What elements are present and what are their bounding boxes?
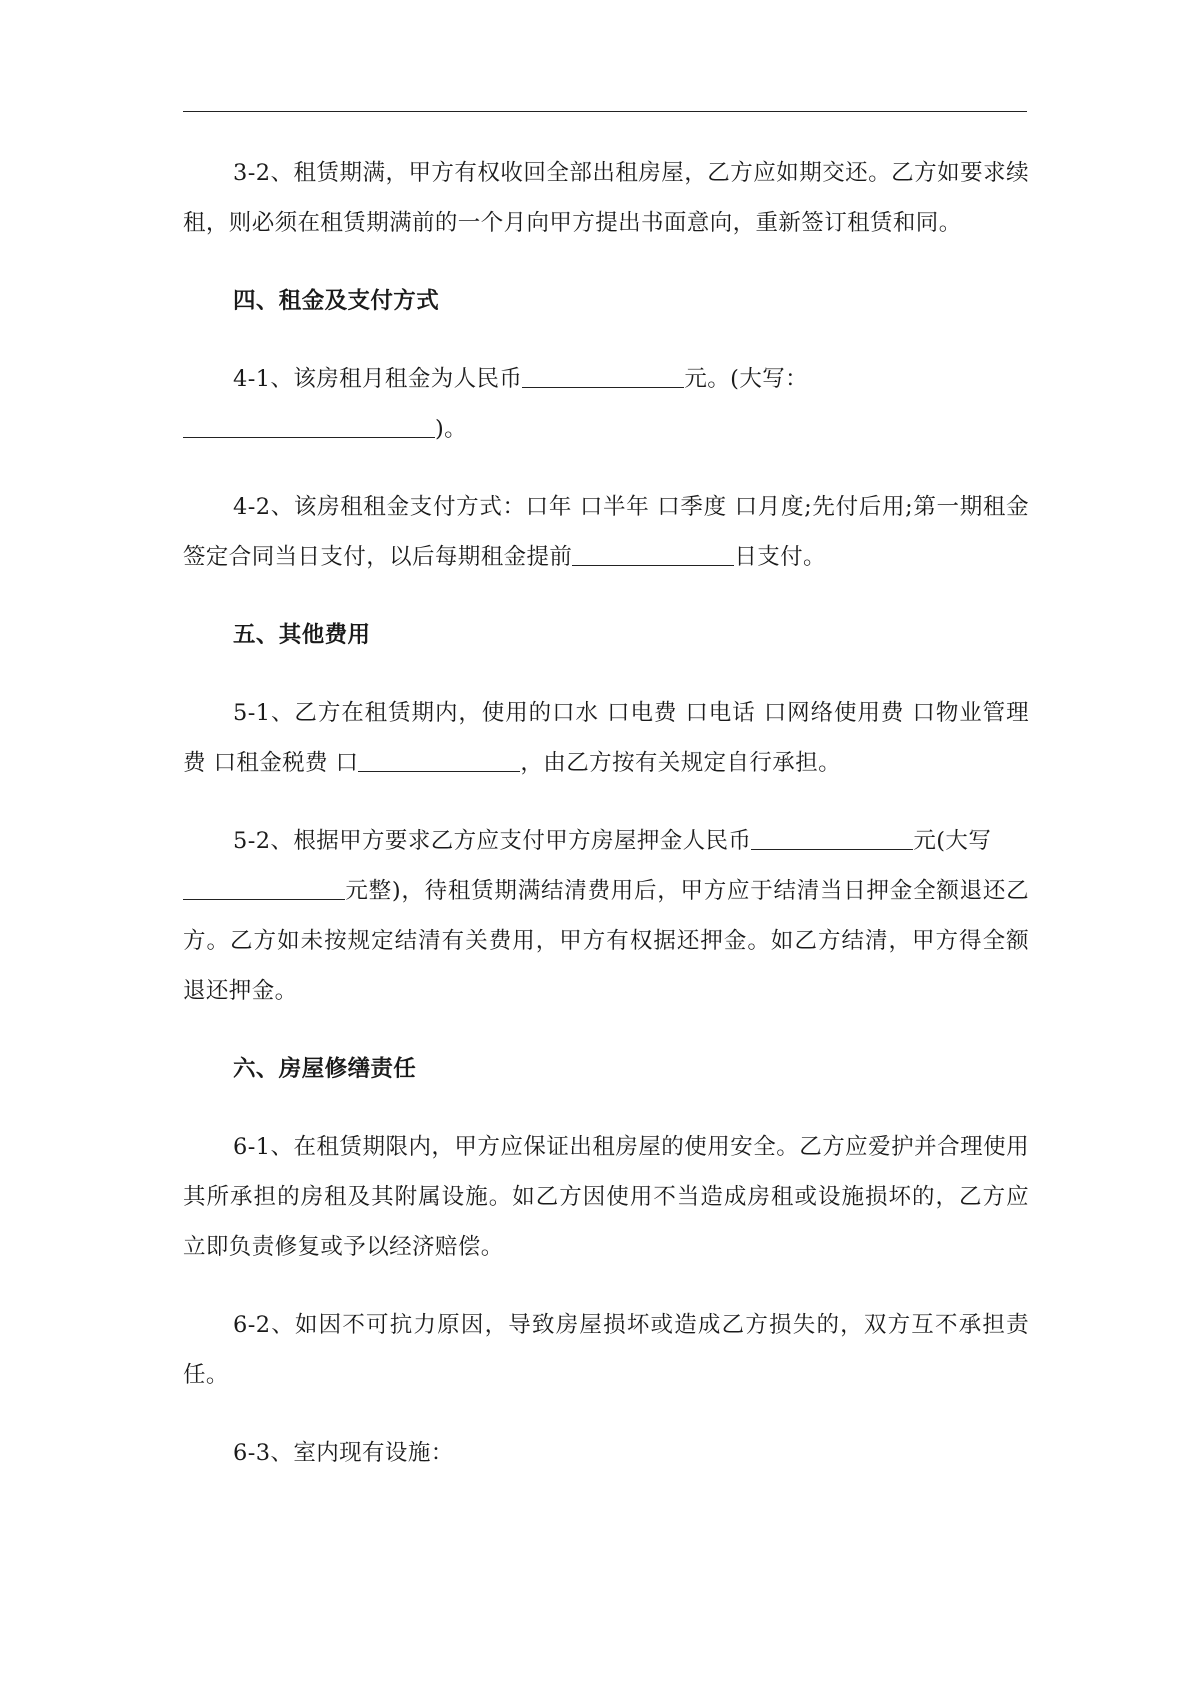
clause-5-1 [183, 688, 1029, 788]
clause-5-2-text-c: 元整)，待租赁期满结清费用后，甲方应于结清当日押金全额退还乙方。乙方如未按规定结清有关费用，甲方有权据还押金。如乙方结清，甲方得全额退还押金。 [183, 878, 1029, 1004]
clause-4-2 [183, 482, 1029, 582]
section-heading-repair-responsibility: 六、房屋修缮责任 [233, 1056, 417, 1082]
other-fee-blank [358, 741, 520, 772]
clause-5-1-text-b: ，由乙方按有关规定自行承担。 [520, 750, 842, 776]
section-heading-rent-payment: 四、租金及支付方式 [233, 288, 440, 314]
clause-5-2-text-a: 5-2、根据甲方要求乙方应支付甲方房屋押金人民币 [233, 828, 752, 854]
clause-3-2: 3-2、租赁期满，甲方有权收回全部出租房屋，乙方应如期交还。乙方如要求续租，则必须在租赁期满前的一个月向甲方提出书面意向，重新签订租赁和同。 [183, 160, 1029, 236]
deposit-uppercase-blank [183, 869, 345, 900]
clause-4-1 [183, 354, 1029, 454]
clause-4-2-text-b: 日支付。 [734, 544, 826, 570]
monthly-rent-uppercase-blank [183, 407, 435, 438]
advance-days-blank [572, 535, 734, 566]
clause-6-1: 6-1、在租赁期限内，甲方应保证出租房屋的使用安全。乙方应爱护并合理使用其所承担的房租及其附属设施。如乙方因使用不当造成房租或设施损坏的，乙方应立即负责修复或予以经济赔偿。 [183, 1134, 1029, 1260]
clause-6-3: 6-3、室内现有设施： [233, 1440, 454, 1466]
clause-5-2-text-b: 元(大写 [913, 828, 992, 854]
section-heading-other-fees: 五、其他费用 [233, 622, 371, 648]
clause-4-2-text-a: 4-2、该房租租金支付方式：口年 口半年 口季度 口月度;先付后用;第一期租金签定合同当日支付，以后每期租金提前 [183, 494, 1029, 570]
clause-4-1-text-b: 元。(大写： [684, 366, 809, 392]
clause-5-1-text-a: 5-1、乙方在租赁期内，使用的口水 口电费 口电话 口网络使用费 口物业管理费 口租金税费 口 [183, 700, 1029, 776]
document-body [183, 148, 1029, 1478]
clause-4-1-text-c: )。 [435, 416, 468, 442]
monthly-rent-amount-blank [522, 357, 684, 388]
clause-6-2: 6-2、如因不可抗力原因，导致房屋损坏或造成乙方损失的，双方互不承担责任。 [183, 1312, 1029, 1388]
clause-4-1-text-a: 4-1、该房租月租金为人民币 [233, 366, 523, 392]
header-rule [183, 111, 1027, 112]
clause-5-2 [183, 816, 1029, 1016]
deposit-amount-blank [751, 819, 913, 850]
